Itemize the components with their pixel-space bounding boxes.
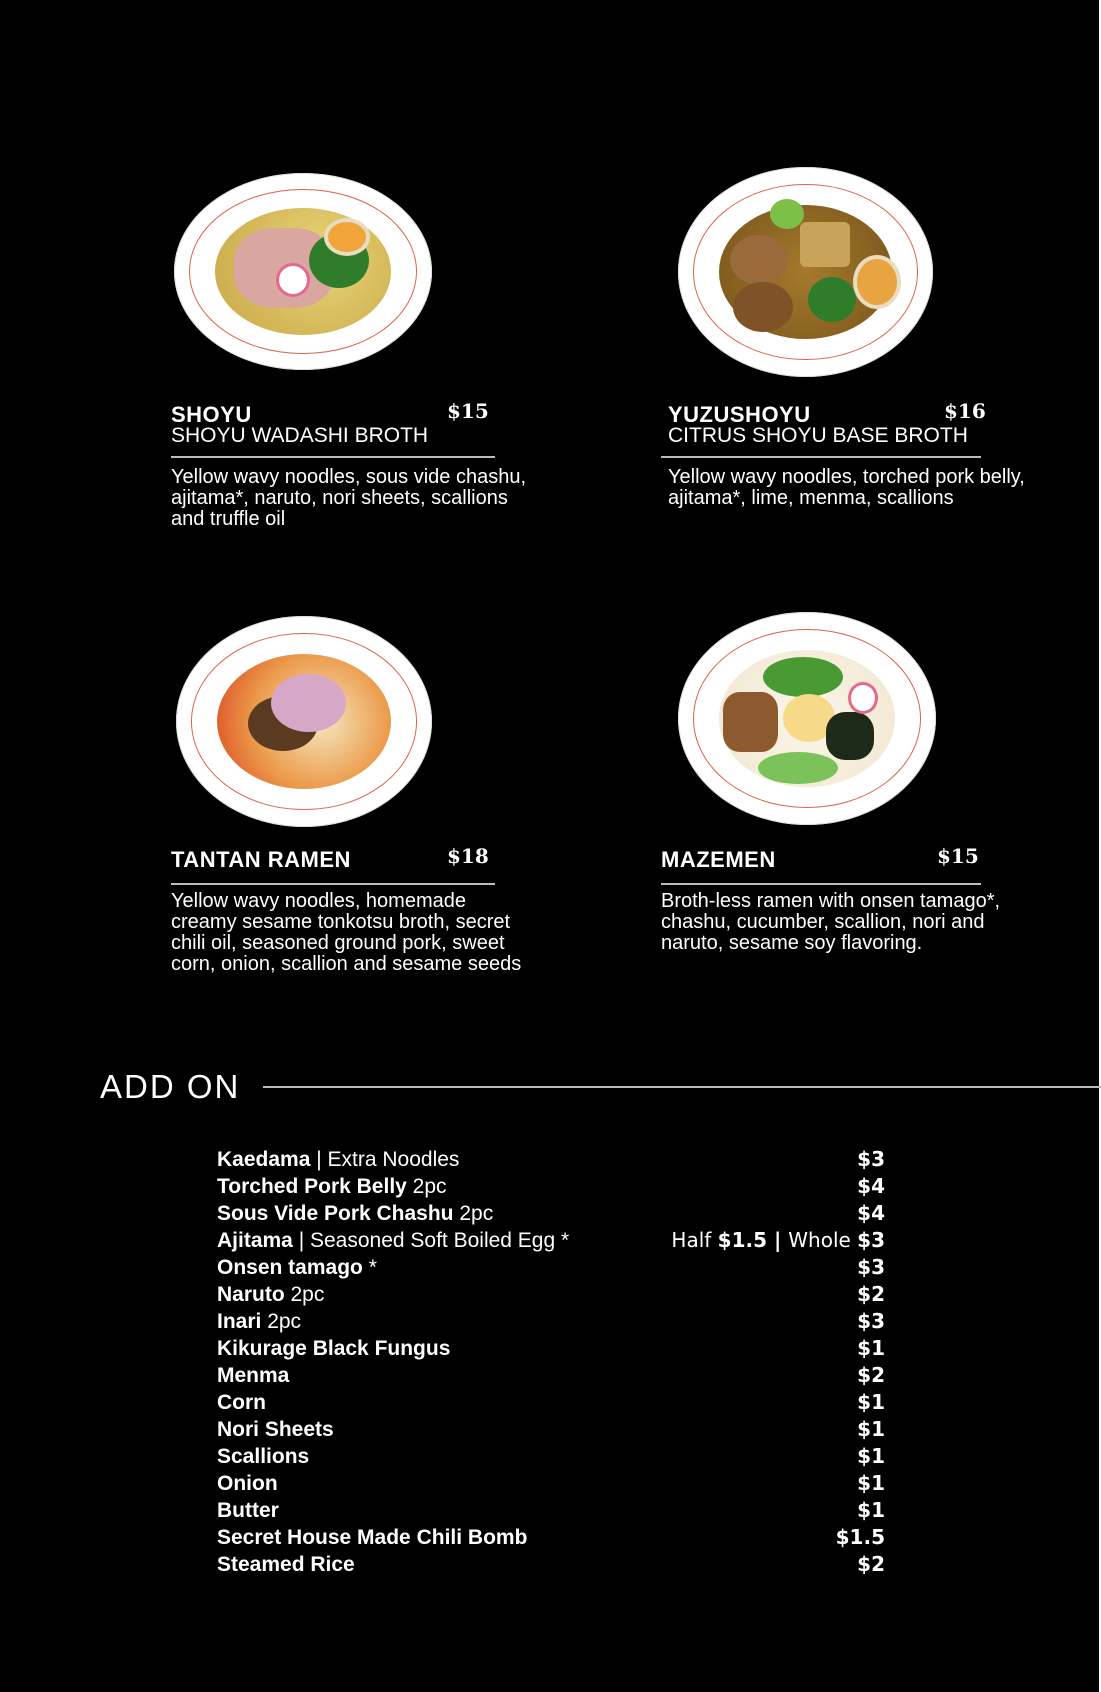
addon-item-price: $4 xyxy=(857,1201,885,1225)
scallions xyxy=(763,657,843,697)
addon-item-price: $2 xyxy=(857,1363,885,1387)
scallions xyxy=(808,277,856,322)
dish-price: $15 xyxy=(937,844,979,868)
addon-item xyxy=(217,1390,885,1417)
addon-item-price: $1.5 xyxy=(835,1525,885,1549)
dish-divider xyxy=(661,456,981,458)
addon-item-name: Kikurage Black Fungus xyxy=(217,1337,451,1360)
addon-item xyxy=(217,1498,885,1525)
addon-item-name: Onion xyxy=(217,1472,278,1495)
addon-item-note: | Extra Noodles xyxy=(310,1148,460,1171)
price-half: $1.5 xyxy=(717,1228,768,1252)
dish-divider xyxy=(661,883,981,885)
addon-item-name: Onsen tamago xyxy=(217,1256,363,1279)
addon-list xyxy=(217,1147,885,1579)
addon-item-note: 2pc xyxy=(284,1283,325,1306)
yuzushoyu-bowl-image xyxy=(678,167,933,377)
egg xyxy=(324,218,370,256)
price-half-label: Half xyxy=(671,1228,718,1252)
addon-item-price: $4 xyxy=(857,1174,885,1198)
naruto xyxy=(848,682,878,714)
addon-item-note: 2pc xyxy=(261,1310,302,1333)
dish-price: $18 xyxy=(447,844,489,868)
addon-item-price: $3 xyxy=(857,1255,885,1279)
addon-item xyxy=(217,1228,885,1255)
addon-item-price xyxy=(671,1228,885,1252)
addon-item-name: Nori Sheets xyxy=(217,1418,334,1441)
dish-price: $16 xyxy=(944,399,986,423)
addon-item-price: $1 xyxy=(857,1471,885,1495)
nori xyxy=(826,712,874,760)
addon-item xyxy=(217,1174,885,1201)
addon-item-price: $1 xyxy=(857,1417,885,1441)
addon-item-price: $3 xyxy=(857,1309,885,1333)
addon-item-name: Inari xyxy=(217,1310,262,1333)
price-whole-label: Whole xyxy=(788,1228,858,1252)
pork-belly xyxy=(730,235,788,285)
addon-item xyxy=(217,1417,885,1444)
dish-name: MAZEMEN xyxy=(661,847,776,872)
addon-item xyxy=(217,1336,885,1363)
dish-name: SHOYU xyxy=(171,402,252,427)
addon-item xyxy=(217,1309,885,1336)
addon-item-name: Torched Pork Belly xyxy=(217,1175,407,1198)
addon-item xyxy=(217,1282,885,1309)
addon-item-name: Naruto xyxy=(217,1283,285,1306)
addon-item-name: Corn xyxy=(217,1391,266,1414)
addon-item xyxy=(217,1255,885,1282)
addon-item xyxy=(217,1471,885,1498)
price-separator: | xyxy=(767,1228,789,1252)
dish-name: YUZUSHOYU xyxy=(668,402,811,427)
mazemen-bowl-image xyxy=(678,612,936,825)
addon-item xyxy=(217,1363,885,1390)
addon-item-price: $1 xyxy=(857,1390,885,1414)
addon-item xyxy=(217,1201,885,1228)
addon-divider xyxy=(263,1086,1101,1088)
addon-item xyxy=(217,1444,885,1471)
dish-price: $15 xyxy=(447,399,489,423)
addon-item-price: $1 xyxy=(857,1498,885,1522)
addon-item-price: $1 xyxy=(857,1444,885,1468)
addon-item-name: Sous Vide Pork Chashu xyxy=(217,1202,454,1225)
addon-item-name: Scallions xyxy=(217,1445,310,1468)
dish-description: Yellow wavy noodles, homemade creamy sesame tonkotsu broth, secret chili oil, seasoned ground pork, sweet corn, onion, scallion and sesame seeds xyxy=(171,890,522,975)
addon-item-price: $1 xyxy=(857,1336,885,1360)
addon-item-price: $3 xyxy=(857,1147,885,1171)
addon-item-name: Kaedama xyxy=(217,1148,311,1171)
addon-heading: ADD ON xyxy=(100,1068,241,1105)
addon-item xyxy=(217,1525,885,1552)
dish-description: Broth-less ramen with onsen tamago*, chashu, cucumber, scallion, nori and naruto, sesame soy flavoring. xyxy=(661,890,1001,954)
addon-item-note: 2pc xyxy=(453,1202,494,1225)
tantan-bowl-image xyxy=(176,616,432,827)
addon-item-price: $2 xyxy=(857,1552,885,1576)
cucumber xyxy=(758,752,838,784)
addon-item-name: Steamed Rice xyxy=(217,1553,355,1576)
dish-divider xyxy=(171,456,495,458)
addon-item-price: $2 xyxy=(857,1282,885,1306)
dish-subtitle: CITRUS SHOYU BASE BROTH xyxy=(668,424,968,447)
addon-item-note: | Seasoned Soft Boiled Egg * xyxy=(292,1229,570,1252)
addon-item-note: 2pc xyxy=(406,1175,447,1198)
onion xyxy=(271,674,346,732)
addon-item-name: Butter xyxy=(217,1499,279,1522)
addon-item-name: Menma xyxy=(217,1364,290,1387)
addon-item xyxy=(217,1147,885,1174)
dish-name: TANTAN RAMEN xyxy=(171,847,351,872)
lime xyxy=(770,199,804,229)
price-whole: $3 xyxy=(857,1228,885,1252)
addon-item-note: * xyxy=(362,1256,377,1279)
addon-item xyxy=(217,1552,885,1579)
dish-description: Yellow wavy noodles, sous vide chashu, ajitama*, naruto, nori sheets, scallions and truffle oil xyxy=(171,466,527,530)
egg xyxy=(853,255,901,309)
shoyu-bowl-image xyxy=(174,173,432,370)
dish-divider xyxy=(171,883,495,885)
chashu xyxy=(723,692,778,752)
dish-subtitle: SHOYU WADASHI BROTH xyxy=(171,424,429,447)
addon-item-name: Secret House Made Chili Bomb xyxy=(217,1526,528,1549)
addon-item-name: Ajitama xyxy=(217,1229,293,1252)
menma xyxy=(800,222,850,267)
naruto xyxy=(276,263,310,297)
pork-belly xyxy=(733,282,793,332)
dish-description: Yellow wavy noodles, torched pork belly, ajitama*, lime, menma, scallions xyxy=(668,466,1025,509)
